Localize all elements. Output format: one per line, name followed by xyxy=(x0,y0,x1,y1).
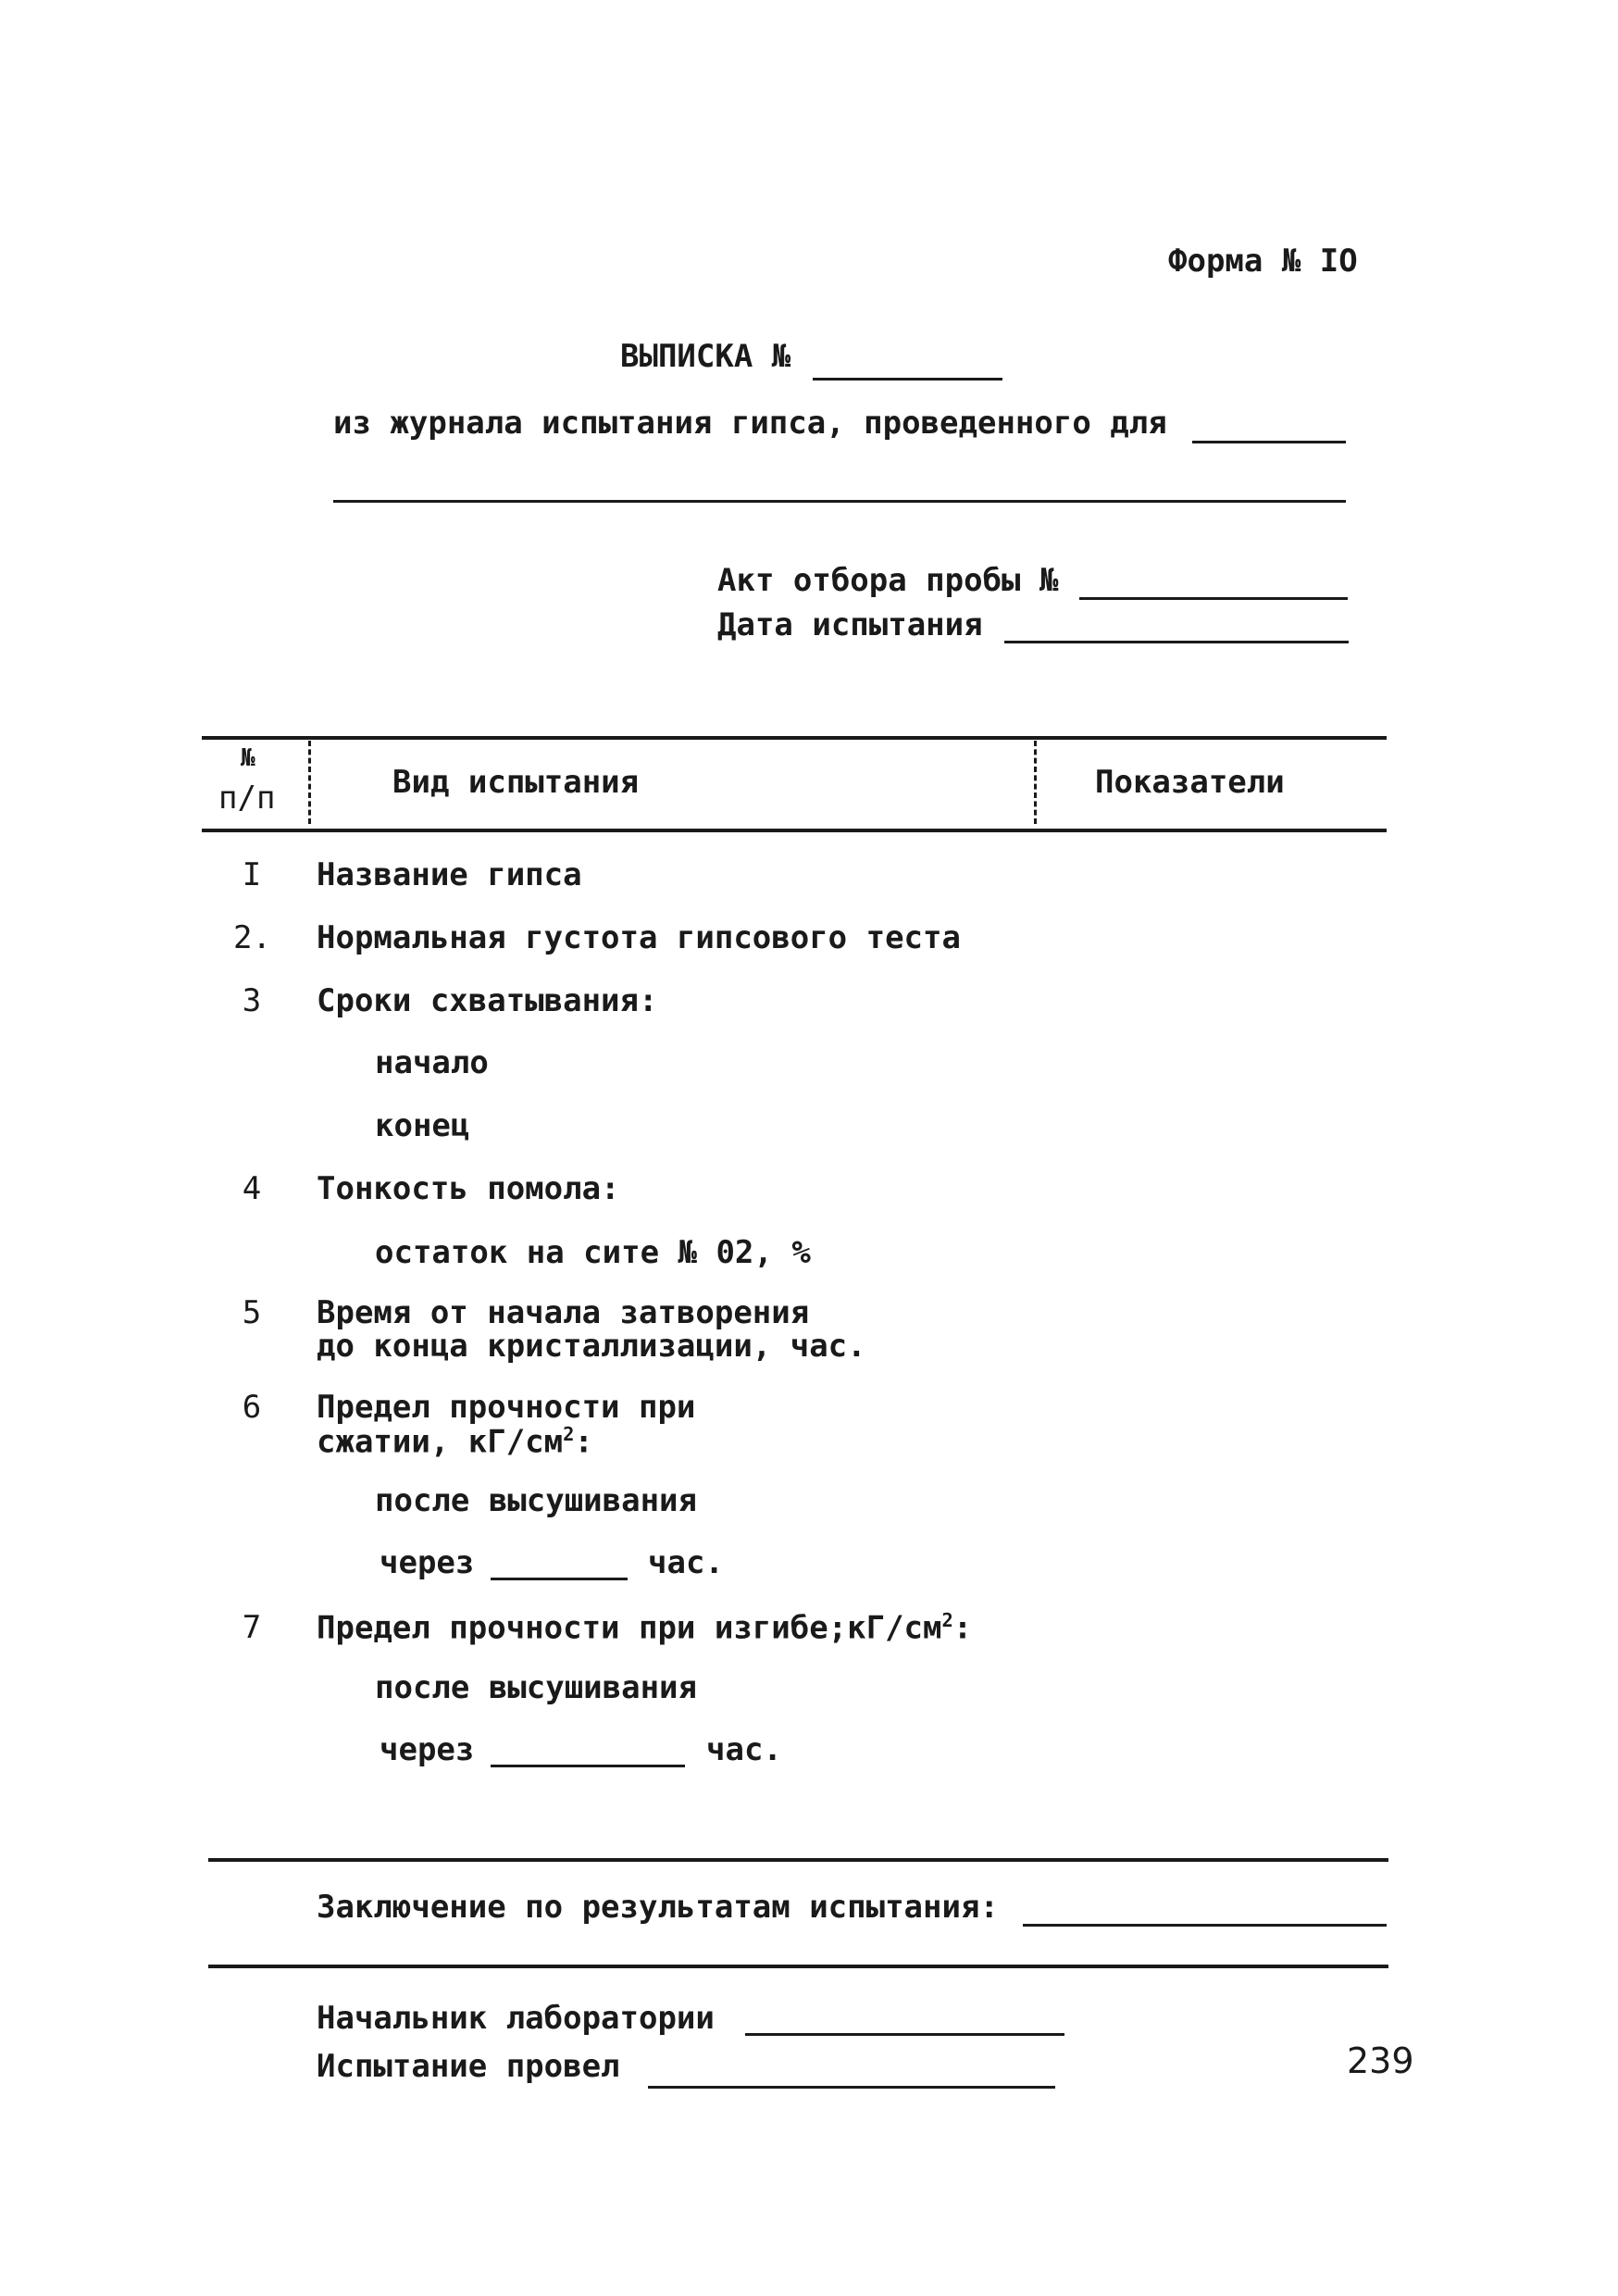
conclusion-field[interactable] xyxy=(1023,1924,1387,1927)
row-subitem: через xyxy=(380,1544,475,1581)
col-number-header: п/п xyxy=(218,780,276,817)
row-number: 3 xyxy=(242,982,262,1019)
row-text: Тонкость помола: xyxy=(317,1170,620,1207)
tester-label: Испытание провел xyxy=(317,2048,620,2085)
col-test-type-header: Вид испытания xyxy=(392,764,640,801)
extract-number-field[interactable] xyxy=(813,378,1002,381)
col-values-header: Показатели xyxy=(1095,764,1285,801)
row-subitem: час. xyxy=(648,1544,724,1581)
page-number: 239 xyxy=(1347,2040,1414,2081)
conducted-for-continuation-field[interactable] xyxy=(333,500,1346,503)
superscript: 2 xyxy=(563,1423,575,1445)
conclusion-bottom-rule xyxy=(208,1965,1388,1968)
row-text: Предел прочности при xyxy=(317,1389,696,1426)
row-text xyxy=(317,1423,593,1460)
row-subitem: через xyxy=(380,1731,475,1768)
row-subitem: конец xyxy=(375,1107,470,1144)
sample-act-number-field[interactable] xyxy=(1079,597,1348,600)
tester-signature-field[interactable] xyxy=(648,2086,1055,2089)
row-number: 2. xyxy=(233,919,271,956)
row-subitem: после высушивания xyxy=(375,1669,697,1706)
test-date-field[interactable] xyxy=(1004,641,1349,643)
hours-field[interactable] xyxy=(491,1578,628,1580)
row-number: 5 xyxy=(242,1294,262,1331)
form-number-label: Форма № IO xyxy=(1168,243,1358,280)
row-number: 7 xyxy=(242,1609,262,1646)
row-text: Нормальная густота гипсового теста xyxy=(317,919,961,956)
row-subitem: остаток на сите № 02, % xyxy=(375,1234,811,1271)
table-top-rule xyxy=(202,736,1387,740)
sample-act-label: Акт отбора пробы № xyxy=(717,562,1059,599)
column-divider xyxy=(1034,741,1037,824)
row-text: до конца кристаллизации, час. xyxy=(317,1328,866,1365)
row-subitem: после высушивания xyxy=(375,1482,697,1519)
conclusion-top-rule xyxy=(208,1858,1388,1862)
lab-head-label: Начальник лаборатории xyxy=(317,2000,715,2037)
conclusion-label: Заключение по результатам испытания: xyxy=(317,1889,999,1926)
row-text-colon: : xyxy=(952,1609,973,1647)
conducted-for-field[interactable] xyxy=(1192,441,1346,443)
column-divider xyxy=(308,741,311,824)
document-subtitle: из журнала испытания гипса, проведенного для xyxy=(333,405,1167,442)
row-text: Сроки схватывания: xyxy=(317,982,658,1019)
row-number: 4 xyxy=(242,1170,262,1207)
row-text-colon: : xyxy=(574,1423,593,1461)
row-subitem: час. xyxy=(706,1731,782,1768)
row-text xyxy=(317,1609,972,1646)
row-text: Время от начала затворения xyxy=(317,1294,810,1331)
row-text-main: Предел прочности при изгибе;кГ/см xyxy=(317,1609,942,1647)
document-title: ВЫПИСКА № xyxy=(620,338,791,375)
row-number: 6 xyxy=(242,1389,262,1426)
lab-head-signature-field[interactable] xyxy=(745,2033,1064,2036)
test-date-label: Дата испытания xyxy=(717,606,983,643)
row-number: I xyxy=(242,856,262,893)
hours-field[interactable] xyxy=(491,1765,685,1767)
row-subitem: начало xyxy=(375,1044,489,1081)
row-text: Название гипса xyxy=(317,856,582,893)
superscript: 2 xyxy=(941,1609,953,1631)
col-number-sign: № xyxy=(241,744,255,772)
table-header-rule xyxy=(202,829,1387,832)
row-text-main: сжатии, кГ/см xyxy=(317,1423,564,1461)
